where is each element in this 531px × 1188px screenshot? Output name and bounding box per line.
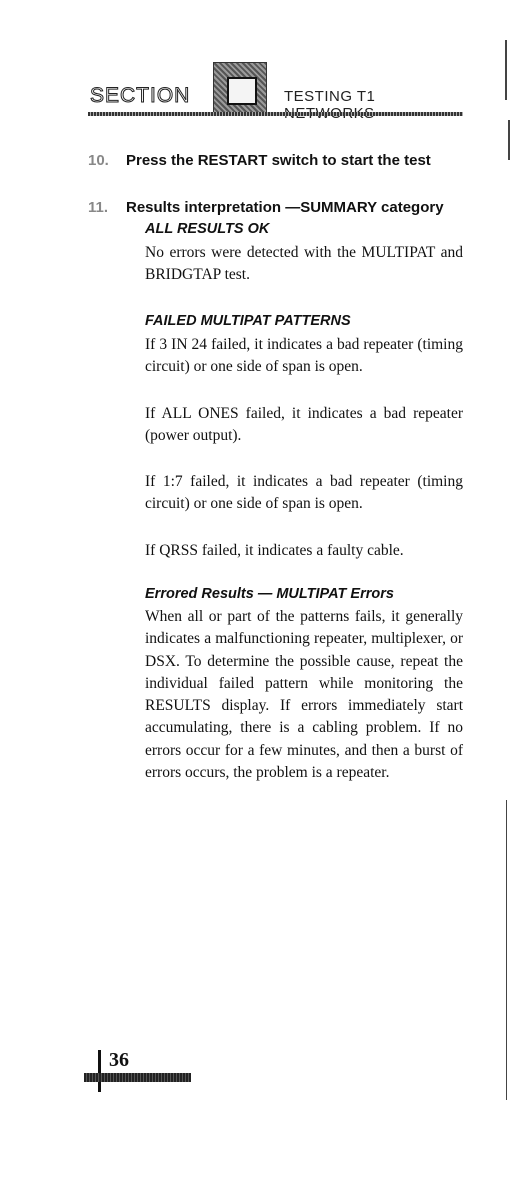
- page-number-marker: [98, 1050, 101, 1092]
- failed-pattern-paragraph: If QRSS failed, it indicates a faulty cable.: [145, 542, 404, 559]
- step-text: Results interpretation —SUMMARY category: [126, 199, 444, 216]
- failed-pattern-paragraph: If ALL ONES failed, it indicates a bad repeater (power output).: [145, 405, 463, 445]
- section-icon: [213, 62, 267, 116]
- step-number: 10.: [88, 152, 109, 169]
- page-number-rule: [84, 1073, 191, 1082]
- page-edge-mark: [508, 120, 510, 160]
- all-results-ok-heading: ALL RESULTS OK: [145, 221, 270, 237]
- page-edge-mark: [506, 800, 507, 1100]
- failed-patterns-heading: FAILED MULTIPAT PATTERNS: [145, 313, 351, 329]
- section-title: TESTING T1: [284, 88, 376, 105]
- step-number: 11.: [88, 199, 109, 216]
- page-number: 36: [109, 1049, 129, 1071]
- header-rule: [88, 112, 463, 116]
- step-text: Press the RESTART switch to start the test: [126, 152, 431, 169]
- section-header: [88, 62, 463, 120]
- page-edge-mark: [505, 40, 507, 100]
- section-label: SECTION: [90, 84, 191, 107]
- all-results-ok-text: No errors were detected with the MULTIPAT and BRIDGTAP test.: [145, 244, 463, 284]
- failed-pattern-paragraph: If 3 IN 24 failed, it indicates a bad repeater (timing circuit) or one side of span is open.: [145, 336, 463, 376]
- failed-pattern-paragraph: If 1:7 failed, it indicates a bad repeater (timing circuit) or one side of span is open.: [145, 473, 463, 513]
- errored-results-text: When all or part of the patterns fails, it generally indicates a malfunctioning repeater, multiplexer, or DSX. To determine the possible cause, repeat the individual failed pattern while monitoring the RESULTS display. If errors immediately start accumulating, there is a cabling problem. If no errors occur for a few minutes, and then a burst of errors occurs, the problem is a repeater.: [145, 608, 463, 782]
- errored-results-heading: Errored Results — MULTIPAT Errors: [145, 586, 394, 602]
